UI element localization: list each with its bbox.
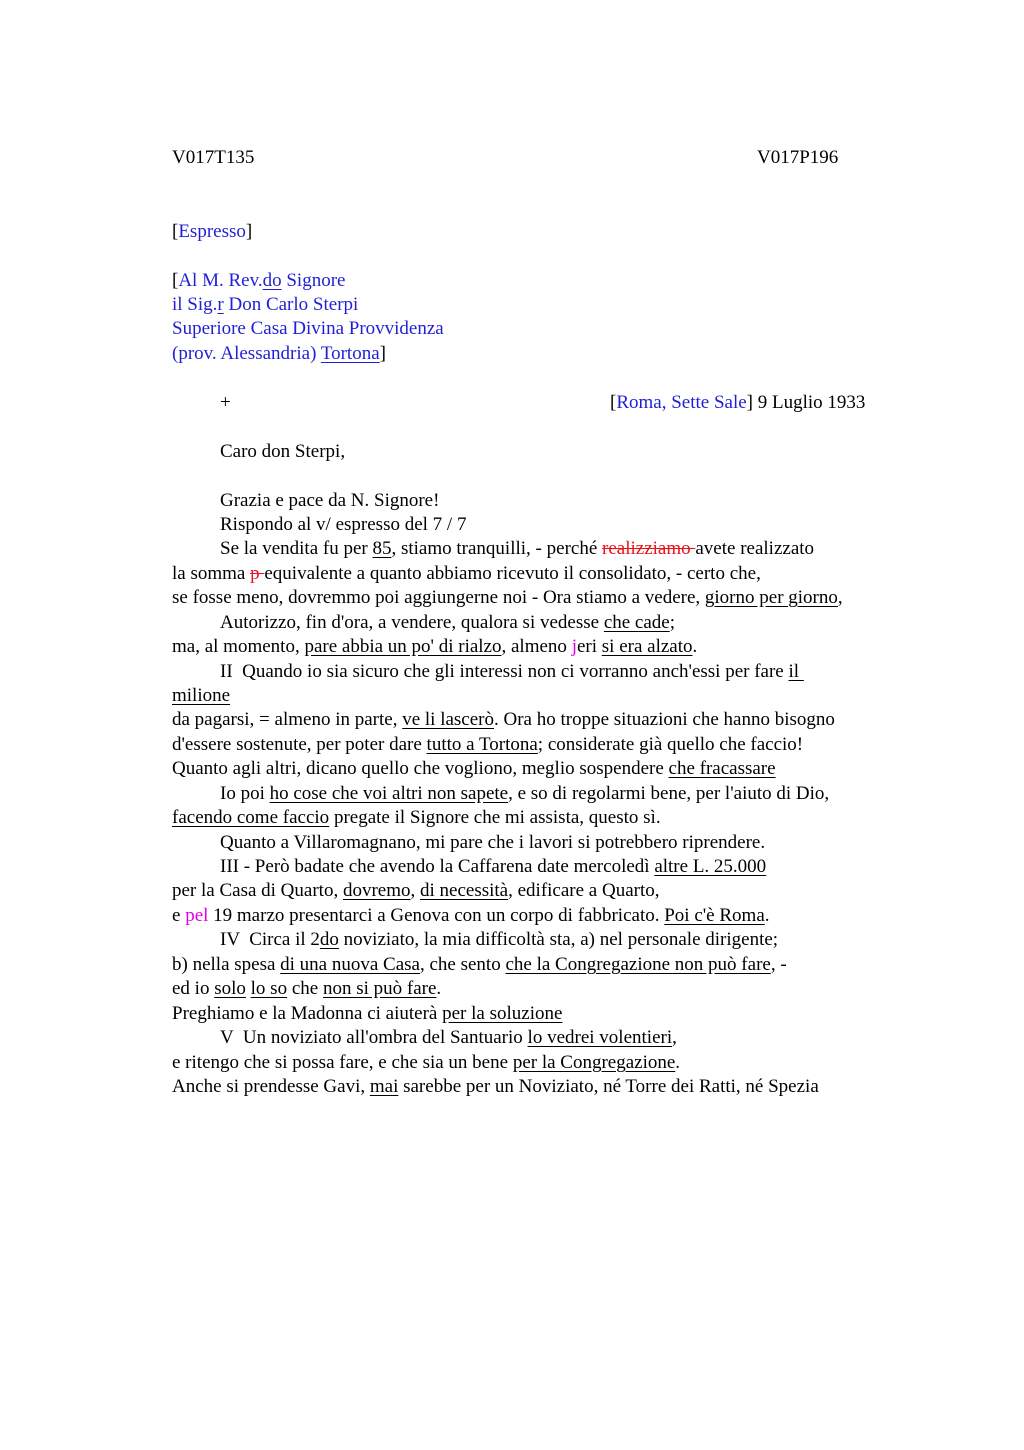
- body-line: e ritengo che si possa fare, e che sia un bene per la Congregazione.: [172, 1052, 681, 1073]
- body-line: Preghiamo e la Madonna ci aiuterà per la soluzione: [172, 1003, 563, 1024]
- body-line: Quanto a Villaromagnano, mi pare che i lavori si potrebbero riprendere.: [220, 832, 766, 853]
- address-line-3: Superiore Casa Divina Provvidenza: [172, 318, 444, 339]
- salutation: Caro don Sterpi,: [220, 441, 346, 462]
- body-line: per la Casa di Quarto, dovremo, di necessità, edificare a Quarto,: [172, 880, 660, 901]
- body-line: ma, al momento, pare abbia un po' di rialzo, almeno jeri si era alzato.: [172, 636, 698, 657]
- body-line: Se la vendita fu per 85, stiamo tranquilli, - perché realizziamo avete realizzato: [220, 538, 815, 559]
- body-line: ed io solo lo so che non si può fare.: [172, 978, 442, 999]
- body-line: III - Però badate che avendo la Caffarena date mercoledì altre L. 25.000: [220, 856, 767, 877]
- body-line: b) nella spesa di una nuova Casa, che sento che la Congregazione non può fare, -: [172, 954, 787, 975]
- cross-mark: +: [220, 392, 231, 413]
- address-line-2: il Sig.r Don Carlo Sterpi: [172, 294, 359, 315]
- header-left-code: V017T135: [172, 147, 255, 168]
- dateline: [Roma, Sette Sale] 9 Luglio 1933: [610, 392, 866, 413]
- body-line: milione: [172, 685, 231, 706]
- body-line: la somma p equivalente a quanto abbiamo ricevuto il consolidato, - certo che,: [172, 563, 761, 584]
- body-line: Io poi ho cose che voi altri non sapete, e so di regolarmi bene, per l'aiuto di Dio,: [220, 783, 830, 804]
- body-line: facendo come faccio pregate il Signore che mi assista, questo sì.: [172, 807, 661, 828]
- body-line: II Quando io sia sicuro che gli interessi non ci vorranno anch'essi per fare il: [220, 661, 804, 682]
- body-line: IV Circa il 2do noviziato, la mia difficoltà sta, a) nel personale dirigente;: [220, 929, 779, 950]
- espresso-note: [Espresso]: [172, 221, 253, 242]
- address-line-4: (prov. Alessandria) Tortona]: [172, 343, 386, 364]
- body-line: Grazia e pace da N. Signore!: [220, 490, 440, 511]
- body-line: da pagarsi, = almeno in parte, ve li lascerò. Ora ho troppe situazioni che hanno bisogno: [172, 709, 835, 730]
- body-line: Anche si prendesse Gavi, mai sarebbe per un Noviziato, né Torre dei Ratti, né Spezia: [172, 1076, 819, 1097]
- body-line: d'essere sostenute, per poter dare tutto a Tortona; considerate già quello che faccio!: [172, 734, 804, 755]
- address-line-1: [Al M. Rev.do Signore: [172, 270, 346, 291]
- body-line: Quanto agli altri, dicano quello che vogliono, meglio sospendere che fracassare: [172, 758, 776, 779]
- header-right-code: V017P196: [757, 147, 839, 168]
- body-line: V Un noviziato all'ombra del Santuario lo vedrei volentieri,: [220, 1027, 677, 1048]
- body-line: Rispondo al v/ espresso del 7 / 7: [220, 514, 467, 535]
- body-line: Autorizzo, fin d'ora, a vendere, qualora si vedesse che cade;: [220, 612, 676, 633]
- body-line: se fosse meno, dovremmo poi aggiungerne noi - Ora stiamo a vedere, giorno per giorno,: [172, 587, 843, 608]
- body-line: e pel 19 marzo presentarci a Genova con un corpo di fabbricato. Poi c'è Roma.: [172, 905, 770, 926]
